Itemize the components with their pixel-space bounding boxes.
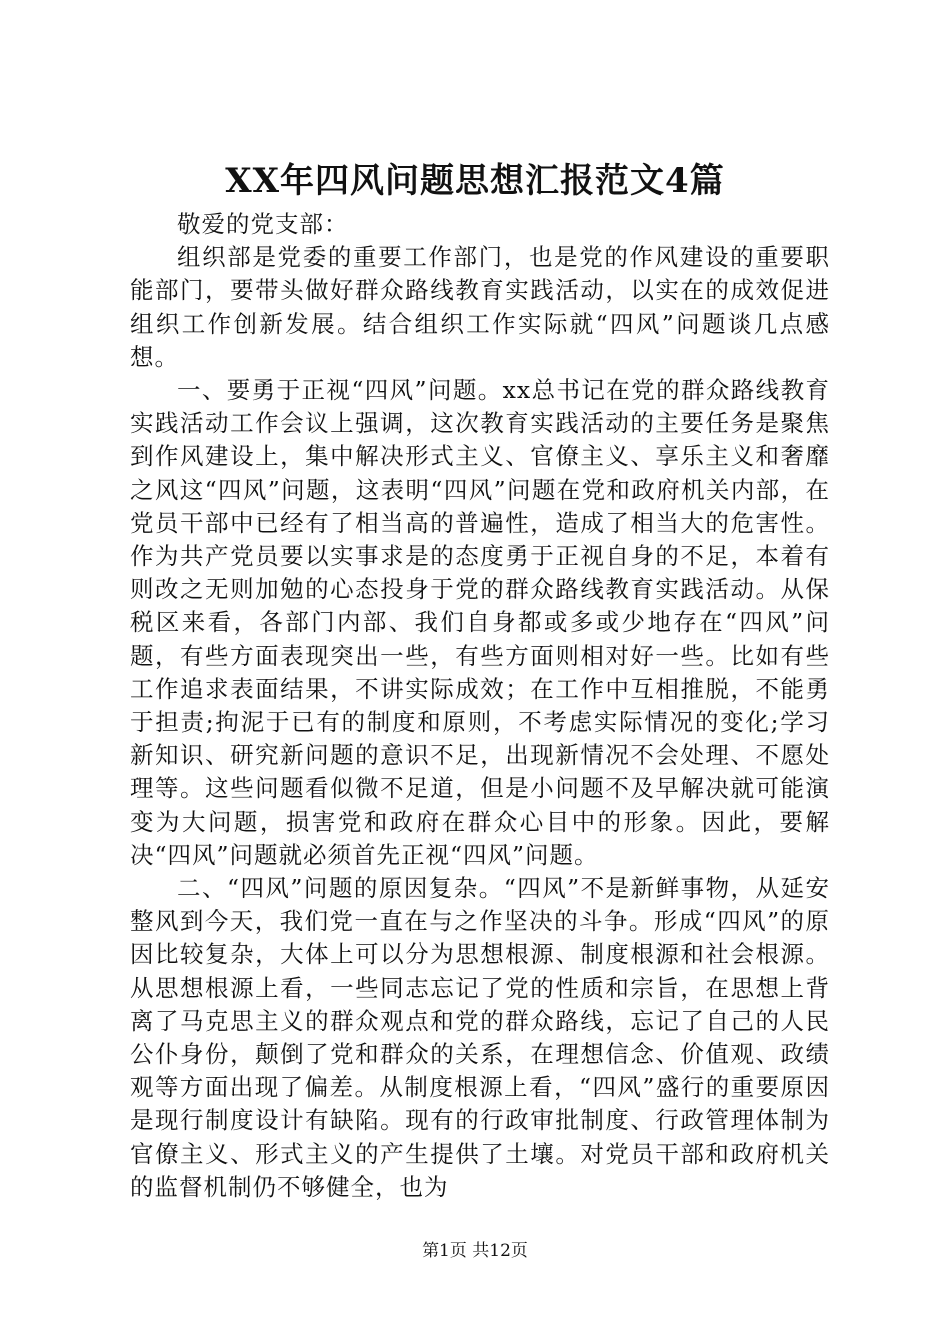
salutation-paragraph: 敬爱的党支部：	[177, 210, 349, 238]
document-body	[130, 208, 830, 1204]
document-title: XX年四风问题思想汇报范文4篇	[225, 161, 725, 201]
intro-paragraph: 组织部是党委的重要工作部门，也是党的作风建设的重要职能部门，要带头做好群众路线教育实践活动，以实在的成效促进组织工作创新发展。结合组织工作实际就“四风”问题谈几点感想。	[130, 243, 830, 371]
section-two-paragraph: 二、“四风”问题的原因复杂。“四风”不是新鲜事物，从延安整风到今天，我们党一直在与之作坚决的斗争。形成“四风”的原因比较复杂，大体上可以分为思想根源、制度根源和社会根源。从思想根源上看，一些同志忘记了党的性质和宗旨，在思想上背离了马克思主义的群众观点和党的群众路线，忘记了自己的人民公仆身份，颠倒了党和群众的关系，在理想信念、价值观、政绩观等方面出现了偏差。从制度根源上看，“四风”盛行的重要原因是现行制度设计有缺陷。现有的行政审批制度、行政管理体制为官僚主义、形式主义的产生提供了土壤。对党员干部和政府机关的监督机制仍不够健全，也为	[130, 874, 830, 1201]
section-one-paragraph: 一、要勇于正视“四风”问题。xx总书记在党的群众路线教育实践活动工作会议上强调，这次教育实践活动的主要任务是聚焦到作风建设上，集中解决形式主义、官僚主义、享乐主义和奢靡之风这“四风”问题，这表明“四风”问题在党和政府机关内部，在党员干部中已经有了相当高的普遍性，造成了相当大的危害性。作为共产党员要以实事求是的态度勇于正视自身的不足，本着有则改之无则加勉的心态投身于党的群众路线教育实践活动。从保税区来看，各部门内部、我们自身都或多或少地存在“四风”问题，有些方面表现突出一些，有些方面则相对好一些。比如有些工作追求表面结果，不讲实际成效；在工作中互相推脱，不能勇于担责;拘泥于已有的制度和原则，不考虑实际情况的变化;学习新知识、研究新问题的意识不足，出现新情况不会处理、不愿处理等。这些问题看似微不足道，但是小问题不及早解决就可能演变为大问题，损害党和政府在群众心目中的形象。因此，要解决“四风”问题就必须首先正视“四风”问题。	[130, 376, 830, 869]
page-footer: 第1页 共12页	[422, 1241, 528, 1261]
